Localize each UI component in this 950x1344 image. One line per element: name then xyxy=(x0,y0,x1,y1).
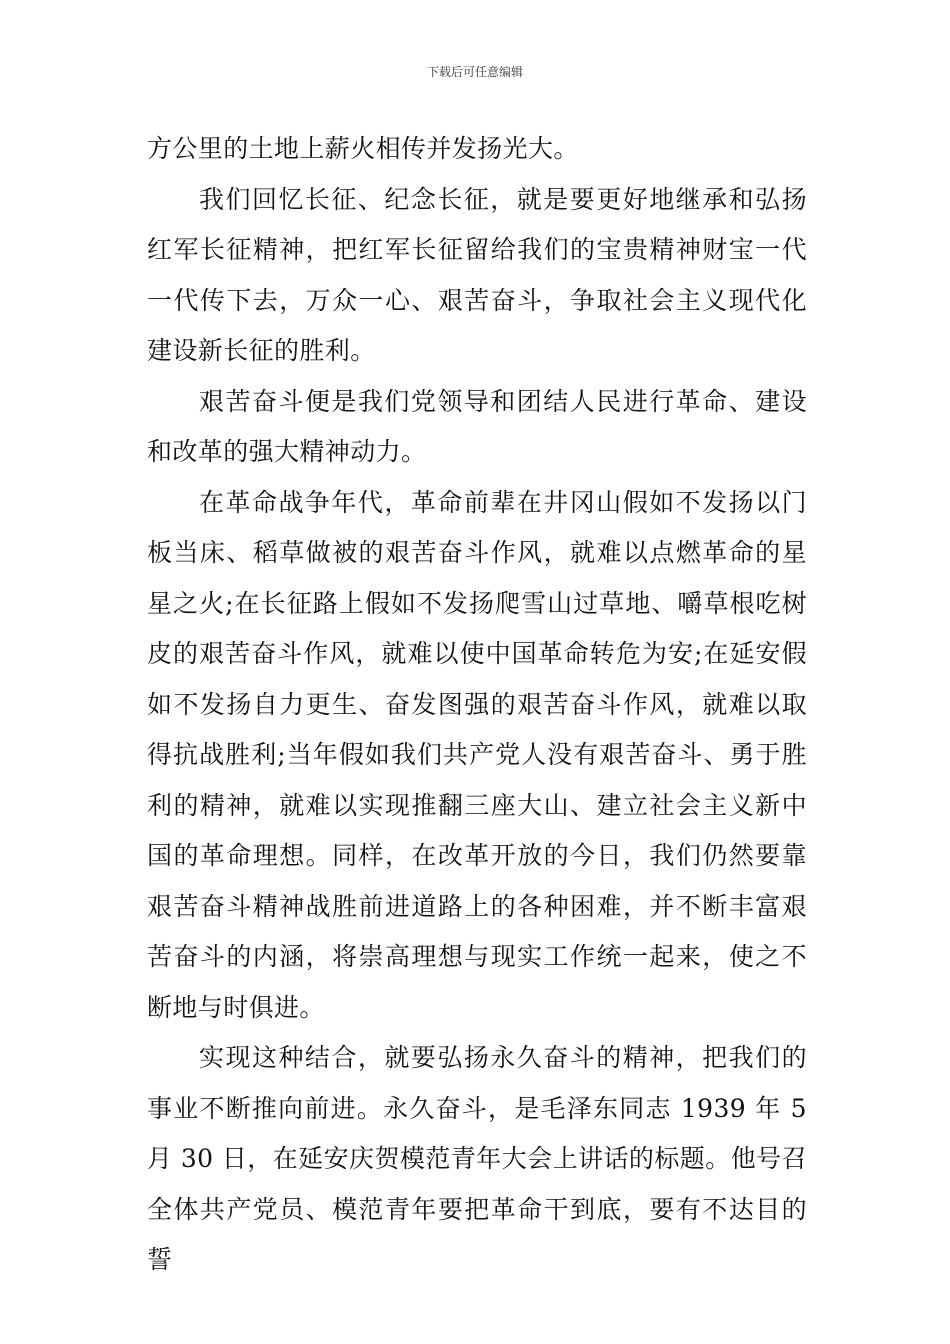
page-header-note: 下载后可任意编辑 xyxy=(426,65,523,79)
paragraph-continuation: 方公里的土地上薪火相传并发扬光大。 xyxy=(147,134,579,163)
paragraph: 在革命战争年代，革命前辈在井冈山假如不发扬以门板当床、稻草做被的艰苦奋斗作风，就难以点燃革命的星星之火;在长征路上假如不发扬爬雪山过草地、嚼草根吃树皮的艰苦奋斗作风，就难以使中国革命转危为安;在延安假如不发扬自力更生、奋发图强的艰苦奋斗作风，就难以取得抗战胜利;当年假如我们共产党人没有艰苦奋斗、勇于胜利的精神，就难以实现推翻三座大山、建立社会主义新中国的革命理想。同样，在改革开放的今日，我们仍然要靠艰苦奋斗精神战胜前进道路上的各种困难，并不断丰富艰苦奋斗的内涵，将崇高理想与现实工作统一起来，使之不断地与时俱进。 xyxy=(147,487,807,1022)
paragraph: 艰苦奋斗便是我们党领导和团结人民进行革命、建设和改革的强大精神动力。 xyxy=(147,386,807,466)
paragraph: 实现这种结合，就要弘扬永久奋斗的精神，把我们的事业不断推向前进。永久奋斗，是毛泽东同志 1939 年 5 月 30 日，在延安庆贺模范青年大会上讲话的标题。他号召全体共产党员、模范青年要把革命干到底，要有不达目的誓 xyxy=(147,1043,807,1274)
document-body xyxy=(147,124,807,1286)
paragraph: 我们回忆长征、纪念长征，就是要更好地继承和弘扬红军长征精神，把红军长征留给我们的宝贵精神财宝一代一代传下去，万众一心、艰苦奋斗，争取社会主义现代化建设新长征的胜利。 xyxy=(147,184,807,365)
